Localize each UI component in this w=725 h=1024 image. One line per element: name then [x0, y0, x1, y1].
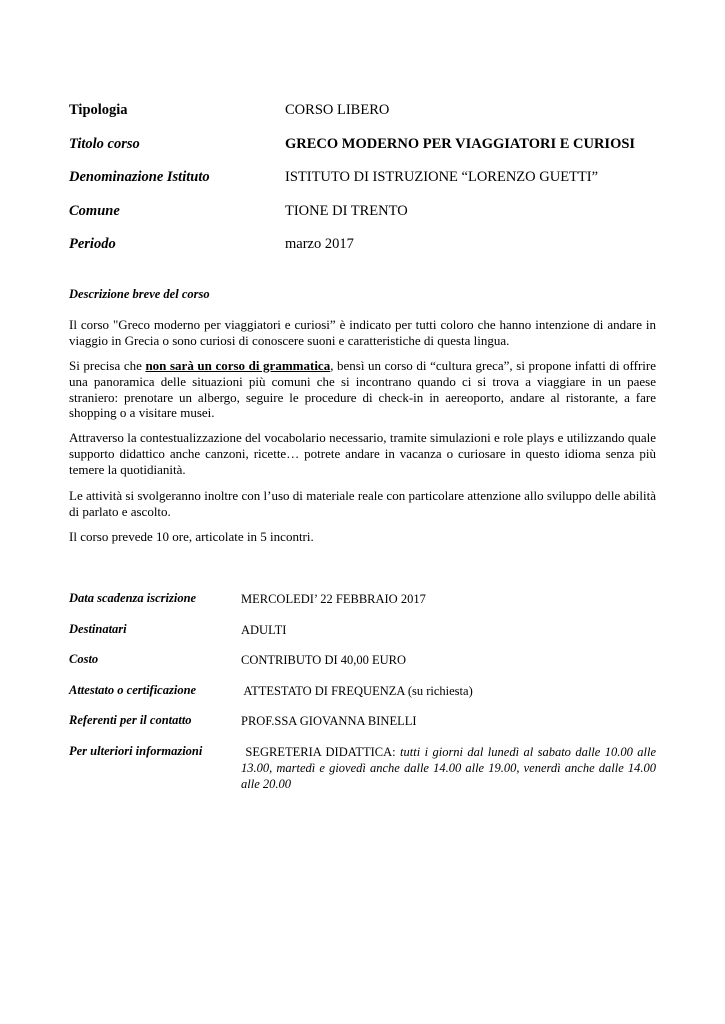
description-paragraph: Il corso prevede 10 ore, articolate in 5 incontri.: [69, 529, 314, 544]
description-paragraph: [69, 358, 656, 421]
detail-value: ADULTI: [241, 623, 287, 637]
info-value: TIONE DI TRENTO: [285, 203, 408, 219]
info-label: Comune: [69, 203, 120, 219]
detail-value: MERCOLEDI’ 22 FEBBRAIO 2017: [241, 592, 426, 606]
detail-value: [241, 744, 656, 792]
description-paragraph: Attraverso la contestualizzazione del vocabolario necessario, tramite simulazioni e role plays e utilizzando quale supporto didattico anche canzoni, ricette… potrete andare in vacanza o curiosare in questo idioma senza più temere la quotidianità.: [69, 430, 656, 477]
paragraph-text: Si precisa che: [69, 358, 146, 373]
detail-value: ATTESTATO DI FREQUENZA (su richiesta): [241, 684, 473, 698]
info-value: CORSO LIBERO: [285, 102, 390, 118]
detail-label: Per ulteriori informazioni: [69, 744, 203, 758]
detail-value: CONTRIBUTO DI 40,00 EURO: [241, 653, 407, 667]
course-title: GRECO MODERNO PER VIAGGIATORI E CURIOSI: [285, 136, 636, 152]
emphasis-text: non sarà un corso di grammatica: [145, 358, 331, 373]
detail-label: Destinatari: [69, 622, 127, 636]
description-paragraph: Il corso "Greco moderno per viaggiatori e curiosi” è indicato per tutti coloro che hanno intenzione di andare in viaggio in Grecia o sono curiosi di conoscere suoni e caratteristiche di questa lingua.: [69, 317, 656, 348]
detail-label: Referenti per il contatto: [69, 713, 192, 727]
detail-label: Data scadenza iscrizione: [69, 591, 197, 605]
paragraph-text: , bensì un corso di “cultura greca”, si propone infatti di offrire una panoramica delle situazioni più comuni che si incontrano quando ci si trova a viaggiare in un paese straniero: prenotare un albergo, seguire le procedure di check-in in aereoporto, andare al ristorante, a fare shopping o a visitare musei.: [69, 358, 656, 421]
detail-value: PROF.SSA GIOVANNA BINELLI: [241, 714, 417, 728]
info-label: Periodo: [69, 236, 116, 252]
description-heading: Descrizione breve del corso: [69, 287, 210, 301]
info-label: Tipologia: [69, 102, 128, 118]
office-hours: tutti i giorni dal lunedì al sabato dalle 10.00 alle 13.00, martedì e giovedì anche dalle 14.00 alle 19.00, venerdì anche dalle 14.00 alle 20.00: [241, 745, 656, 791]
info-label: Denominazione Istituto: [69, 169, 210, 185]
info-label: Titolo corso: [69, 136, 140, 152]
info-value: marzo 2017: [285, 236, 354, 252]
description-paragraph: Le attività si svolgeranno inoltre con l’uso di materiale reale con particolare attenzione allo sviluppo delle abilità di parlato e ascolto.: [69, 488, 656, 519]
info-value: ISTITUTO DI ISTRUZIONE “LORENZO GUETTI”: [285, 169, 599, 185]
detail-label: Attestato o certificazione: [69, 683, 197, 697]
secretariat-label: SEGRETERIA DIDATTICA:: [241, 745, 401, 759]
detail-label: Costo: [69, 652, 99, 666]
